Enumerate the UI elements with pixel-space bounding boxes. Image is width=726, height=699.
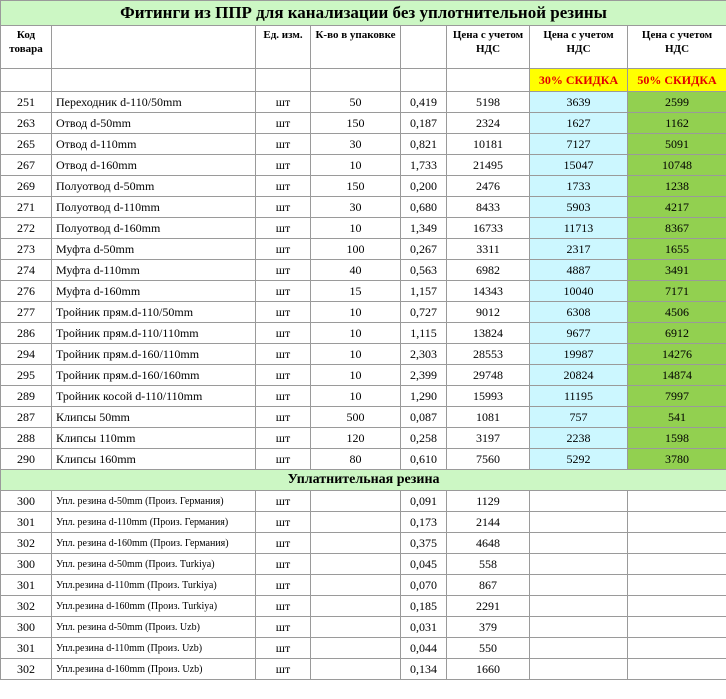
empty-cell (401, 69, 447, 92)
cell-price50[interactable]: 1598 (628, 428, 726, 449)
table-row (1, 176, 726, 197)
cell-qty[interactable]: 10 (311, 323, 401, 344)
cell-price50[interactable]: 4217 (628, 197, 726, 218)
cell-price[interactable]: 1129 (447, 491, 530, 512)
cell-price[interactable]: 558 (447, 554, 530, 575)
cell-price50[interactable]: 2599 (628, 92, 726, 113)
table-row (1, 638, 726, 659)
cell-price50[interactable]: 6912 (628, 323, 726, 344)
cell-code[interactable]: 300 (1, 491, 52, 512)
cell-code[interactable]: 277 (1, 302, 52, 323)
table-row (1, 134, 726, 155)
table-row (1, 197, 726, 218)
cell-price50[interactable]: 7171 (628, 281, 726, 302)
cell-price30[interactable]: 15047 (530, 155, 628, 176)
cell-weight[interactable]: 0,087 (401, 407, 447, 428)
cell-qty[interactable]: 80 (311, 449, 401, 470)
cell-weight[interactable]: 0,727 (401, 302, 447, 323)
cell-code[interactable]: 271 (1, 197, 52, 218)
header-qty: К-во в упаковке (311, 26, 401, 69)
table-row (1, 449, 726, 470)
discount-row (1, 69, 726, 92)
cell-weight[interactable]: 0,070 (401, 575, 447, 596)
cell-price30[interactable] (530, 533, 628, 554)
empty-cell (311, 69, 401, 92)
cell-code[interactable]: 302 (1, 596, 52, 617)
cell-price30[interactable] (530, 617, 628, 638)
cell-name[interactable]: Полуотвод d-50mm (52, 176, 256, 197)
cell-price[interactable]: 7560 (447, 449, 530, 470)
cell-price30[interactable]: 7127 (530, 134, 628, 155)
table-row (1, 302, 726, 323)
table-row (1, 260, 726, 281)
cell-weight[interactable]: 0,031 (401, 617, 447, 638)
title-row (1, 1, 726, 26)
cell-price[interactable]: 4648 (447, 533, 530, 554)
cell-price30[interactable]: 2238 (530, 428, 628, 449)
cell-price30[interactable]: 11195 (530, 386, 628, 407)
cell-price[interactable]: 1660 (447, 659, 530, 680)
table-row (1, 344, 726, 365)
header-weight (401, 26, 447, 69)
cell-price[interactable]: 10181 (447, 134, 530, 155)
cell-weight[interactable]: 0,258 (401, 428, 447, 449)
cell-qty[interactable]: 10 (311, 344, 401, 365)
cell-weight[interactable]: 0,375 (401, 533, 447, 554)
cell-name[interactable]: Полуотвод d-110mm (52, 197, 256, 218)
table-row (1, 554, 726, 575)
cell-price30[interactable] (530, 659, 628, 680)
cell-price50[interactable]: 8367 (628, 218, 726, 239)
cell-qty[interactable]: 50 (311, 92, 401, 113)
table-row (1, 155, 726, 176)
cell-code[interactable]: 251 (1, 92, 52, 113)
cell-price[interactable]: 14343 (447, 281, 530, 302)
cell-price30[interactable]: 4887 (530, 260, 628, 281)
cell-name[interactable]: Упл. резина d-160mm (Произ. Германия) (52, 533, 256, 554)
cell-weight[interactable]: 0,134 (401, 659, 447, 680)
table-row (1, 512, 726, 533)
cell-qty[interactable]: 10 (311, 365, 401, 386)
cell-weight[interactable]: 1,157 (401, 281, 447, 302)
cell-price30[interactable]: 9677 (530, 323, 628, 344)
cell-unit[interactable]: шт (256, 638, 311, 659)
cell-name[interactable]: Упл.резина d-110mm (Произ. Turkiya) (52, 575, 256, 596)
cell-code[interactable]: 302 (1, 659, 52, 680)
cell-price[interactable]: 1081 (447, 407, 530, 428)
cell-unit[interactable]: шт (256, 155, 311, 176)
cell-price50[interactable] (628, 638, 726, 659)
cell-price30[interactable]: 11713 (530, 218, 628, 239)
section-row (1, 470, 726, 491)
cell-unit[interactable]: шт (256, 449, 311, 470)
cell-weight[interactable]: 0,045 (401, 554, 447, 575)
cell-unit[interactable]: шт (256, 386, 311, 407)
table-row (1, 386, 726, 407)
header-row (1, 26, 726, 69)
cell-price30[interactable]: 3639 (530, 92, 628, 113)
empty-cell (1, 69, 52, 92)
cell-price50[interactable]: 3491 (628, 260, 726, 281)
cell-price30[interactable]: 20824 (530, 365, 628, 386)
cell-price50[interactable] (628, 491, 726, 512)
cell-name[interactable]: Клипсы 110mm (52, 428, 256, 449)
cell-qty[interactable] (311, 638, 401, 659)
cell-code[interactable]: 288 (1, 428, 52, 449)
cell-name[interactable]: Клипсы 50mm (52, 407, 256, 428)
cell-price[interactable]: 13824 (447, 323, 530, 344)
cell-unit[interactable]: шт (256, 218, 311, 239)
table-row (1, 407, 726, 428)
cell-qty[interactable] (311, 596, 401, 617)
cell-qty[interactable] (311, 575, 401, 596)
cell-weight[interactable]: 0,267 (401, 239, 447, 260)
cell-price50[interactable]: 3780 (628, 449, 726, 470)
table-row (1, 281, 726, 302)
cell-price[interactable]: 15993 (447, 386, 530, 407)
cell-unit[interactable]: шт (256, 617, 311, 638)
cell-price50[interactable]: 14276 (628, 344, 726, 365)
cell-code[interactable]: 274 (1, 260, 52, 281)
cell-price50[interactable]: 7997 (628, 386, 726, 407)
cell-price30[interactable] (530, 596, 628, 617)
cell-unit[interactable]: шт (256, 113, 311, 134)
table-row (1, 617, 726, 638)
table-row (1, 428, 726, 449)
cell-unit[interactable]: шт (256, 554, 311, 575)
cell-price[interactable]: 28553 (447, 344, 530, 365)
cell-unit[interactable]: шт (256, 323, 311, 344)
cell-qty[interactable]: 10 (311, 302, 401, 323)
cell-price[interactable]: 5198 (447, 92, 530, 113)
cell-code[interactable]: 300 (1, 554, 52, 575)
cell-price50[interactable]: 14874 (628, 365, 726, 386)
cell-name[interactable]: Тройник прям.d-110/110mm (52, 323, 256, 344)
cell-unit[interactable]: шт (256, 260, 311, 281)
cell-qty[interactable]: 10 (311, 218, 401, 239)
cell-name[interactable]: Упл. резина d-110mm (Произ. Германия) (52, 512, 256, 533)
cell-unit[interactable]: шт (256, 176, 311, 197)
cell-unit[interactable]: шт (256, 533, 311, 554)
cell-unit[interactable]: шт (256, 344, 311, 365)
cell-price50[interactable] (628, 554, 726, 575)
cell-qty[interactable]: 30 (311, 134, 401, 155)
cell-price50[interactable]: 5091 (628, 134, 726, 155)
cell-price50[interactable]: 1238 (628, 176, 726, 197)
cell-price[interactable]: 16733 (447, 218, 530, 239)
cell-code[interactable]: 263 (1, 113, 52, 134)
cell-code[interactable]: 289 (1, 386, 52, 407)
cell-qty[interactable] (311, 554, 401, 575)
cell-weight[interactable]: 0,563 (401, 260, 447, 281)
cell-unit[interactable]: шт (256, 659, 311, 680)
cell-qty[interactable] (311, 533, 401, 554)
cell-qty[interactable]: 120 (311, 428, 401, 449)
cell-unit[interactable]: шт (256, 596, 311, 617)
cell-name[interactable]: Отвод d-50mm (52, 113, 256, 134)
cell-qty[interactable] (311, 491, 401, 512)
cell-price50[interactable] (628, 575, 726, 596)
cell-unit[interactable]: шт (256, 134, 311, 155)
table-row (1, 575, 726, 596)
table-row (1, 659, 726, 680)
header-name (52, 26, 256, 69)
cell-price50[interactable]: 4506 (628, 302, 726, 323)
cell-price30[interactable] (530, 554, 628, 575)
cell-code[interactable]: 295 (1, 365, 52, 386)
cell-unit[interactable]: шт (256, 407, 311, 428)
cell-code[interactable]: 276 (1, 281, 52, 302)
header-code: Код товара (1, 26, 52, 69)
cell-code[interactable]: 272 (1, 218, 52, 239)
cell-name[interactable]: Упл.резина d-160mm (Произ. Uzb) (52, 659, 256, 680)
cell-code[interactable]: 301 (1, 512, 52, 533)
cell-code[interactable]: 265 (1, 134, 52, 155)
cell-qty[interactable]: 15 (311, 281, 401, 302)
cell-weight[interactable]: 2,303 (401, 344, 447, 365)
empty-cell (52, 69, 256, 92)
cell-price[interactable]: 2476 (447, 176, 530, 197)
cell-price[interactable]: 8433 (447, 197, 530, 218)
cell-name[interactable]: Муфта d-160mm (52, 281, 256, 302)
cell-qty[interactable]: 10 (311, 155, 401, 176)
cell-price[interactable]: 21495 (447, 155, 530, 176)
cell-weight[interactable]: 0,680 (401, 197, 447, 218)
cell-price30[interactable]: 757 (530, 407, 628, 428)
cell-name[interactable]: Переходник d-110/50mm (52, 92, 256, 113)
cell-code[interactable]: 301 (1, 575, 52, 596)
header-price50: Цена с учетом НДС (628, 26, 726, 69)
cell-weight[interactable]: 0,185 (401, 596, 447, 617)
cell-code[interactable]: 294 (1, 344, 52, 365)
cell-weight[interactable]: 2,399 (401, 365, 447, 386)
cell-price30[interactable]: 19987 (530, 344, 628, 365)
cell-qty[interactable] (311, 659, 401, 680)
discount-50-badge: 50% СКИДКА (628, 69, 726, 92)
cell-unit[interactable]: шт (256, 302, 311, 323)
table-row (1, 323, 726, 344)
cell-price[interactable]: 29748 (447, 365, 530, 386)
cell-name[interactable]: Тройник прям.d-160/110mm (52, 344, 256, 365)
cell-qty[interactable]: 150 (311, 113, 401, 134)
table-row (1, 596, 726, 617)
cell-code[interactable]: 286 (1, 323, 52, 344)
cell-price30[interactable] (530, 512, 628, 533)
cell-unit[interactable]: шт (256, 197, 311, 218)
cell-price30[interactable]: 5292 (530, 449, 628, 470)
cell-code[interactable]: 287 (1, 407, 52, 428)
cell-price50[interactable] (628, 659, 726, 680)
cell-qty[interactable]: 30 (311, 197, 401, 218)
cell-code[interactable]: 302 (1, 533, 52, 554)
cell-price[interactable]: 2144 (447, 512, 530, 533)
cell-price[interactable]: 3197 (447, 428, 530, 449)
cell-name[interactable]: Упл. резина d-50mm (Произ. Германия) (52, 491, 256, 512)
table-row (1, 113, 726, 134)
cell-price50[interactable]: 10748 (628, 155, 726, 176)
cell-name[interactable]: Полуотвод d-160mm (52, 218, 256, 239)
cell-code[interactable]: 290 (1, 449, 52, 470)
cell-price50[interactable] (628, 512, 726, 533)
cell-name[interactable]: Упл. резина d-50mm (Произ. Turkiya) (52, 554, 256, 575)
cell-weight[interactable]: 0,200 (401, 176, 447, 197)
table-row (1, 491, 726, 512)
cell-qty[interactable]: 10 (311, 386, 401, 407)
cell-weight[interactable]: 0,173 (401, 512, 447, 533)
cell-price[interactable]: 2291 (447, 596, 530, 617)
table-row (1, 533, 726, 554)
cell-price[interactable]: 9012 (447, 302, 530, 323)
cell-price[interactable]: 6982 (447, 260, 530, 281)
cell-unit[interactable]: шт (256, 92, 311, 113)
cell-price50[interactable]: 1655 (628, 239, 726, 260)
cell-price30[interactable]: 2317 (530, 239, 628, 260)
cell-name[interactable]: Упл.резина d-110mm (Произ. Uzb) (52, 638, 256, 659)
cell-code[interactable]: 300 (1, 617, 52, 638)
cell-weight[interactable]: 0,091 (401, 491, 447, 512)
cell-code[interactable]: 267 (1, 155, 52, 176)
cell-price30[interactable]: 10040 (530, 281, 628, 302)
cell-price30[interactable]: 1733 (530, 176, 628, 197)
empty-cell (256, 69, 311, 92)
cell-weight[interactable]: 0,044 (401, 638, 447, 659)
cell-code[interactable]: 269 (1, 176, 52, 197)
table-row (1, 218, 726, 239)
cell-unit[interactable]: шт (256, 365, 311, 386)
cell-price[interactable]: 2324 (447, 113, 530, 134)
cell-qty[interactable]: 100 (311, 239, 401, 260)
cell-name[interactable]: Тройник прям.d-110/50mm (52, 302, 256, 323)
cell-unit[interactable]: шт (256, 491, 311, 512)
cell-name[interactable]: Тройник косой d-110/110mm (52, 386, 256, 407)
cell-price50[interactable]: 1162 (628, 113, 726, 134)
cell-unit[interactable]: шт (256, 428, 311, 449)
cell-name[interactable]: Отвод d-160mm (52, 155, 256, 176)
cell-qty[interactable] (311, 617, 401, 638)
cell-price50[interactable] (628, 617, 726, 638)
table-title: Фитинги из ППР для канализации без уплотнительной резины (1, 1, 726, 26)
section-title: Уплатнительная резина (1, 470, 726, 491)
cell-price30[interactable]: 6308 (530, 302, 628, 323)
cell-name[interactable]: Клипсы 160mm (52, 449, 256, 470)
cell-weight[interactable]: 1,115 (401, 323, 447, 344)
cell-price[interactable]: 379 (447, 617, 530, 638)
cell-qty[interactable]: 150 (311, 176, 401, 197)
cell-name[interactable]: Муфта d-110mm (52, 260, 256, 281)
cell-unit[interactable]: шт (256, 281, 311, 302)
header-unit: Ед. изм. (256, 26, 311, 69)
cell-price30[interactable]: 5903 (530, 197, 628, 218)
cell-price30[interactable]: 1627 (530, 113, 628, 134)
header-price30: Цена с учетом НДС (530, 26, 628, 69)
cell-name[interactable]: Муфта d-50mm (52, 239, 256, 260)
cell-price50[interactable]: 541 (628, 407, 726, 428)
cell-qty[interactable]: 500 (311, 407, 401, 428)
cell-weight[interactable]: 0,419 (401, 92, 447, 113)
cell-weight[interactable]: 1,349 (401, 218, 447, 239)
cell-price50[interactable] (628, 533, 726, 554)
cell-weight[interactable]: 0,610 (401, 449, 447, 470)
cell-unit[interactable]: шт (256, 239, 311, 260)
header-price: Цена с учетом НДС (447, 26, 530, 69)
cell-qty[interactable] (311, 512, 401, 533)
cell-price[interactable]: 550 (447, 638, 530, 659)
table-row (1, 239, 726, 260)
cell-price[interactable]: 867 (447, 575, 530, 596)
cell-price30[interactable] (530, 491, 628, 512)
empty-cell (447, 69, 530, 92)
cell-weight[interactable]: 0,821 (401, 134, 447, 155)
cell-price50[interactable] (628, 596, 726, 617)
cell-name[interactable]: Упл. резина d-50mm (Произ. Uzb) (52, 617, 256, 638)
cell-weight[interactable]: 1,290 (401, 386, 447, 407)
cell-name[interactable]: Упл.резина d-160mm (Произ. Turkiya) (52, 596, 256, 617)
cell-name[interactable]: Тройник прям.d-160/160mm (52, 365, 256, 386)
cell-code[interactable]: 301 (1, 638, 52, 659)
cell-price[interactable]: 3311 (447, 239, 530, 260)
cell-code[interactable]: 273 (1, 239, 52, 260)
cell-qty[interactable]: 40 (311, 260, 401, 281)
table-row (1, 365, 726, 386)
cell-price30[interactable] (530, 575, 628, 596)
cell-unit[interactable]: шт (256, 512, 311, 533)
cell-price30[interactable] (530, 638, 628, 659)
cell-weight[interactable]: 1,733 (401, 155, 447, 176)
cell-unit[interactable]: шт (256, 575, 311, 596)
table-row (1, 92, 726, 113)
cell-name[interactable]: Отвод d-110mm (52, 134, 256, 155)
cell-weight[interactable]: 0,187 (401, 113, 447, 134)
discount-30-badge: 30% СКИДКА (530, 69, 628, 92)
